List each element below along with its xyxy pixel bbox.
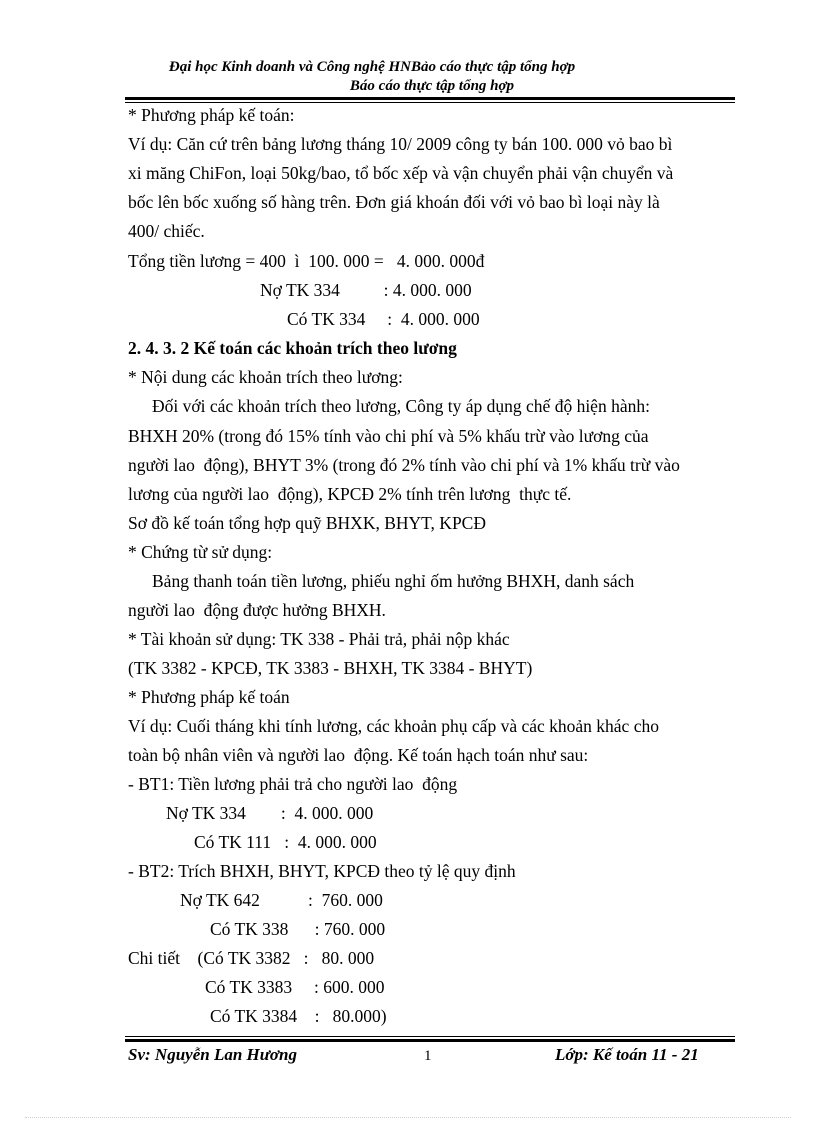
text-line: BHXH 20% (trong đó 15% tính vào chi phí và 5% khấu trừ vào lương của: [128, 426, 649, 446]
footer-class: Lớp: Kế toán 11 - 21: [555, 1045, 699, 1064]
journal-entry-debit: Nợ TK 334 : 4. 000. 000: [166, 803, 374, 823]
footer-student-name: Sv: Nguyễn Lan Hương: [128, 1045, 298, 1064]
text-line: * Tài khoản sử dụng: TK 338 - Phải trả, phải nộp khác: [128, 629, 510, 649]
text-line: Ví dụ: Căn cứ trên bảng lương tháng 10/ 2009 công ty bán 100. 000 vỏ bao bì: [128, 134, 673, 154]
journal-entry-detail: Chi tiết (Có TK 3382 : 80. 000: [128, 948, 375, 968]
page-number: 1: [424, 1048, 432, 1064]
text-line: toàn bộ nhân viên và người lao động. Kế toán hạch toán như sau:: [128, 745, 589, 765]
header-line-2: Báo cáo thực tập tổng hợp: [349, 78, 515, 94]
journal-entry-credit: Có TK 111 : 4. 000. 000: [194, 832, 377, 852]
journal-entry-debit: Nợ TK 642 : 760. 000: [180, 890, 383, 910]
text-line: Tổng tiền lương = 400 ì 100. 000 = 4. 000. 000đ: [128, 251, 485, 271]
text-line: (TK 3382 - KPCĐ, TK 3383 - BHXH, TK 3384 - BHYT): [128, 658, 533, 678]
text-line: * Nội dung các khoản trích theo lương:: [128, 367, 403, 387]
journal-entry-credit: Có TK 338 : 760. 000: [210, 919, 386, 939]
header-rule-thick: [125, 97, 735, 100]
text-line: Ví dụ: Cuối tháng khi tính lương, các khoản phụ cấp và các khoản khác cho: [128, 716, 659, 736]
text-line: Sơ đồ kế toán tổng hợp quỹ BHXK, BHYT, KPCĐ: [128, 513, 486, 533]
text-line: - BT1: Tiền lương phải trả cho người lao động: [128, 774, 458, 794]
header-line-1: Đại học Kinh doanh và Công nghệ HNBảo cáo thực tập tổng hợp: [168, 59, 576, 75]
section-heading: 2. 4. 3. 2 Kế toán các khoản trích theo lương: [128, 338, 457, 358]
text-line: bốc lên bốc xuống số hàng trên. Đơn giá khoán đối với vỏ bao bì loại này là: [128, 192, 660, 212]
footer-rule-thick: [125, 1039, 735, 1042]
journal-entry-detail: Có TK 3384 : 80.000): [210, 1006, 387, 1026]
text-line: Bảng thanh toán tiền lương, phiếu nghỉ ốm hưởng BHXH, danh sách: [152, 571, 635, 591]
text-line: xi măng ChiFon, loại 50kg/bao, tổ bốc xếp và vận chuyển phải vận chuyển và: [128, 163, 674, 183]
journal-entry-detail: Có TK 3383 : 600. 000: [205, 977, 385, 997]
text-line: Đối với các khoản trích theo lương, Công ty áp dụng chế độ hiện hành:: [152, 396, 650, 416]
journal-entry-debit: Nợ TK 334 : 4. 000. 000: [260, 280, 472, 300]
text-line: - BT2: Trích BHXH, BHYT, KPCĐ theo tỷ lệ quy định: [128, 861, 516, 881]
header-rule-thin: [125, 102, 735, 103]
page-bottom-edge: [25, 1117, 791, 1118]
text-line: * Phương pháp kế toán: [128, 687, 290, 707]
text-line: lương của người lao động), KPCĐ 2% tính trên lương thực tế.: [128, 484, 572, 504]
text-line: người lao động), BHYT 3% (trong đó 2% tính vào chi phí và 1% khấu trừ vào: [128, 455, 680, 475]
running-header: [128, 58, 736, 96]
text-line: * Phương pháp kế toán:: [128, 105, 295, 125]
journal-entry-credit: Có TK 334 : 4. 000. 000: [287, 309, 480, 329]
text-line: người lao động được hưởng BHXH.: [128, 600, 386, 620]
text-line: * Chứng từ sử dụng:: [128, 542, 273, 562]
text-line: 400/ chiếc.: [128, 221, 205, 241]
footer-rule-thin: [125, 1036, 735, 1037]
